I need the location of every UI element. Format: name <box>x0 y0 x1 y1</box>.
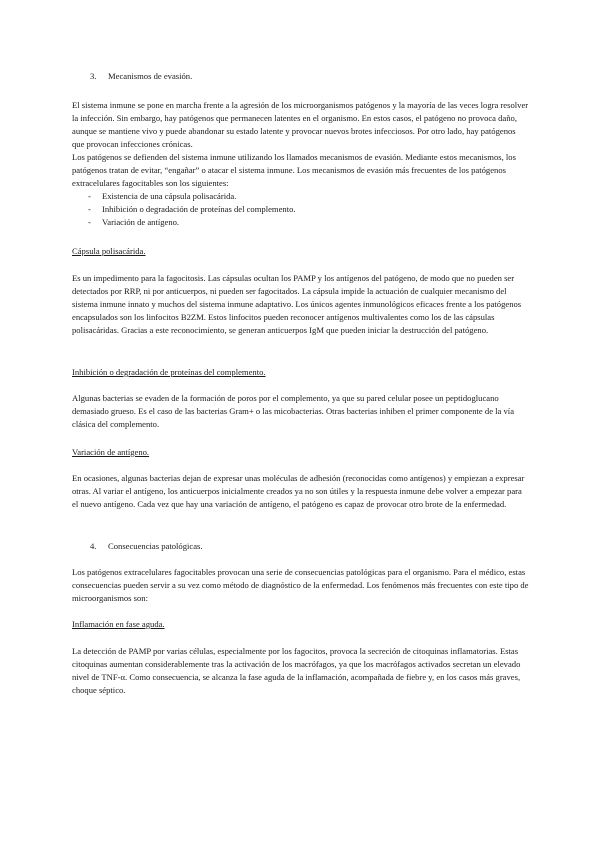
intro-block <box>72 99 530 229</box>
capsula-block <box>72 272 530 337</box>
list-item: - Existencia de una cápsula polisacárida. <box>72 190 530 203</box>
paragraph: Algunas bacterias se evaden de la formación de poros por el complemento, ya que su pared celular posee un peptidoglucano demasiado grueso. Es el caso de las bacterias Gram+ o las micobacterias. Otras bacterias inhiben el primer componente de la vía clásica del complemento. <box>72 393 515 429</box>
section-number: 4. <box>90 541 97 551</box>
inhibicion-block <box>72 392 530 431</box>
evasion-mechanisms-list <box>72 190 530 229</box>
list-item: - Variación de antígeno. <box>72 216 530 229</box>
inflamacion-block <box>72 645 530 697</box>
paragraph: Los patógenos se defienden del sistema inmune utilizando los llamados mecanismos de evasión. Mediante estos mecanismos, los patógenos tratan de evitar, “engañar” o atacar el sistema inmune. Los mecanismos de evasión más frecuentes de los patógenos extracelulares fagocitables son los siguientes: <box>72 152 516 188</box>
section-title: Consecuencias patológicas. <box>108 541 203 551</box>
consecuencias-block <box>72 566 530 605</box>
paragraph: La detección de PAMP por varias células, especialmente por los fagocitos, provoca la secreción de citoquinas inflamatorias. Estas citoquinas aumentan considerablemente tras la activación de los macrófagos, ya que los macrófagos activados secretan un elevado nivel de TNF-α. Como consecuencia, se alcanza la fase aguda de la inflamación, acompañada de fiebre y, en los casos más graves, choque séptico. <box>72 646 521 695</box>
section-title: Mecanismos de evasión. <box>108 71 193 81</box>
subheading-inhibicion: Inhibición o degradación de proteínas del complemento. <box>72 367 266 377</box>
paragraph: El sistema inmune se pone en marcha frente a la agresión de los microorganismos patógenos y la mayoría de las veces logra resolver la infección. Sin embargo, hay patógenos que permanecen latentes en el organismo. En estos casos, el patógeno no provoca daño, aunque se mantiene vivo y puede abandonar su estado latente y provocar nuevos brotes infecciosos. Por otro lado, hay patógenos que provocan infecciones crónicas. <box>72 100 529 149</box>
section-number: 3. <box>90 71 97 81</box>
list-item: - Inhibición o degradación de proteínas del complemento. <box>72 203 530 216</box>
paragraph: Es un impedimento para la fagocitosis. Las cápsulas ocultan los PAMP y los antígenos del patógeno, de modo que no pueden ser detectados por RRP, ni por anticuerpos, ni pueden ser fagocitados. La cápsula impide la actuación de cualquier mecanismo del sistema inmune innato y muchos del sistema inmune adaptativo. Los únicos agentes inmunológicos eficaces frente a los patógenos encapsulados son los linfocitos B2ZM. Estos linfocitos pueden reconocer antígenos multivalentes como los de las cápsulas polisacáridas. Gracias a este reconocimiento, se generan anticuerpos IgM que pueden iniciar la destrucción del patógeno. <box>72 273 522 335</box>
subheading-variacion: Variación de antígeno. <box>72 447 150 457</box>
section-heading-4 <box>90 540 203 553</box>
section-heading-3 <box>90 70 192 83</box>
paragraph: Los patógenos extracelulares fagocitables provocan una serie de consecuencias patológicas para el organismo. Para el médico, estas consecuencias pueden servir a su vez como método de diagnóstico de la enfermedad. Los fenómenos más frecuentes con este tipo de microorganismos son: <box>72 567 529 603</box>
subheading-capsula: Cápsula polisacárida. <box>72 246 146 256</box>
paragraph: En ocasiones, algunas bacterias dejan de expresar unas moléculas de adhesión (reconocidas como antígenos) y empiezan a expresar otras. Al variar el antígeno, los anticuerpos inicialmente creados ya no son útiles y la respuesta inmune debe volver a empezar para el nuevo antígeno. Cada vez que hay una variación de antígeno, el patógeno es capaz de provocar otro brote de la enfermedad. <box>72 473 525 509</box>
subheading-inflamacion: Inflamación en fase aguda. <box>72 619 165 629</box>
variacion-block <box>72 472 530 511</box>
